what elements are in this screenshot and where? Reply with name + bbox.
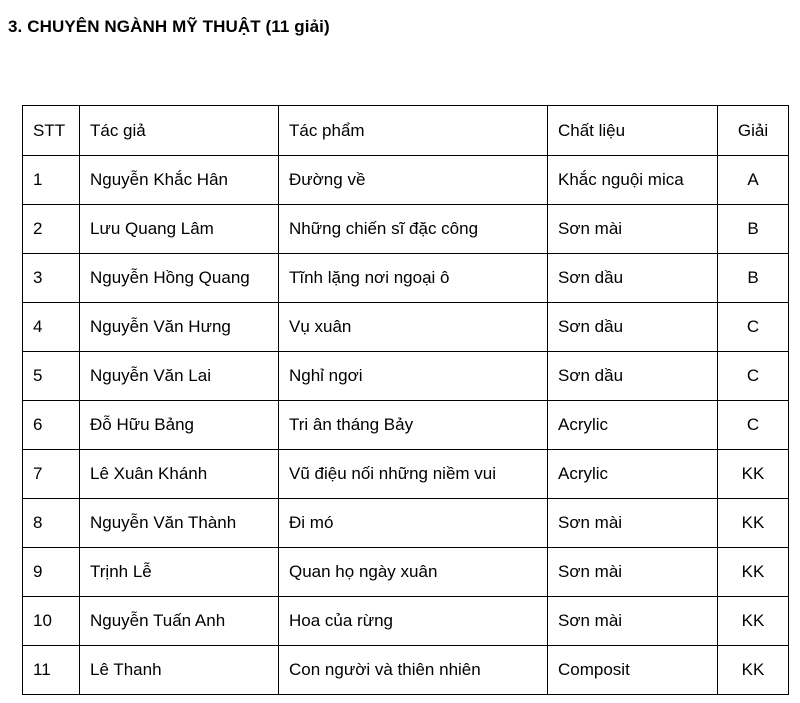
header-material: Chất liệu (548, 106, 718, 156)
cell-material: Khắc nguội mica (548, 156, 718, 205)
table-row (23, 156, 789, 205)
table-row (23, 548, 789, 597)
cell-prize: C (718, 401, 789, 450)
cell-stt: 6 (23, 401, 80, 450)
cell-material: Sơn dầu (548, 254, 718, 303)
cell-stt: 8 (23, 499, 80, 548)
awards-table (22, 105, 789, 695)
cell-stt: 4 (23, 303, 80, 352)
cell-author: Nguyễn Văn Thành (80, 499, 279, 548)
cell-author: Nguyễn Khắc Hân (80, 156, 279, 205)
cell-material: Acrylic (548, 401, 718, 450)
cell-material: Sơn dầu (548, 352, 718, 401)
cell-material: Sơn mài (548, 548, 718, 597)
cell-work: Vụ xuân (279, 303, 548, 352)
cell-prize: KK (718, 597, 789, 646)
cell-author: Lưu Quang Lâm (80, 205, 279, 254)
table-row (23, 499, 789, 548)
cell-prize: C (718, 352, 789, 401)
cell-work: Những chiến sĩ đặc công (279, 205, 548, 254)
cell-author: Nguyễn Văn Lai (80, 352, 279, 401)
cell-author: Nguyễn Tuấn Anh (80, 597, 279, 646)
header-stt: STT (23, 106, 80, 156)
table-row (23, 597, 789, 646)
table-row (23, 205, 789, 254)
cell-stt: 9 (23, 548, 80, 597)
cell-author: Nguyễn Văn Hưng (80, 303, 279, 352)
cell-work: Hoa của rừng (279, 597, 548, 646)
cell-material: Composit (548, 646, 718, 695)
cell-material: Sơn mài (548, 499, 718, 548)
cell-author: Lê Thanh (80, 646, 279, 695)
table-row (23, 450, 789, 499)
cell-prize: KK (718, 646, 789, 695)
cell-prize: B (718, 205, 789, 254)
cell-prize: KK (718, 548, 789, 597)
cell-stt: 5 (23, 352, 80, 401)
table-row (23, 303, 789, 352)
cell-stt: 2 (23, 205, 80, 254)
header-work: Tác phẩm (279, 106, 548, 156)
cell-author: Lê Xuân Khánh (80, 450, 279, 499)
cell-work: Tri ân tháng Bảy (279, 401, 548, 450)
cell-material: Acrylic (548, 450, 718, 499)
cell-stt: 11 (23, 646, 80, 695)
cell-prize: A (718, 156, 789, 205)
cell-work: Vũ điệu nối những niềm vui (279, 450, 548, 499)
table-row (23, 352, 789, 401)
cell-stt: 1 (23, 156, 80, 205)
cell-author: Nguyễn Hồng Quang (80, 254, 279, 303)
section-title: 3. CHUYÊN NGÀNH MỸ THUẬT (11 giải) (8, 17, 330, 36)
cell-prize: B (718, 254, 789, 303)
header-prize: Giải (718, 106, 789, 156)
cell-prize: KK (718, 450, 789, 499)
cell-work: Quan họ ngày xuân (279, 548, 548, 597)
cell-stt: 10 (23, 597, 80, 646)
table-row (23, 401, 789, 450)
cell-prize: KK (718, 499, 789, 548)
cell-material: Sơn mài (548, 205, 718, 254)
cell-stt: 7 (23, 450, 80, 499)
table-body (23, 156, 789, 695)
cell-work: Con người và thiên nhiên (279, 646, 548, 695)
table-header-row (23, 106, 789, 156)
cell-work: Tĩnh lặng nơi ngoại ô (279, 254, 548, 303)
cell-prize: C (718, 303, 789, 352)
table-row (23, 646, 789, 695)
cell-stt: 3 (23, 254, 80, 303)
cell-material: Sơn mài (548, 597, 718, 646)
cell-work: Đi mó (279, 499, 548, 548)
cell-author: Trịnh Lễ (80, 548, 279, 597)
header-author: Tác giả (80, 106, 279, 156)
table-row (23, 254, 789, 303)
cell-work: Nghỉ ngơi (279, 352, 548, 401)
cell-author: Đỗ Hữu Bảng (80, 401, 279, 450)
cell-material: Sơn dầu (548, 303, 718, 352)
cell-work: Đường về (279, 156, 548, 205)
